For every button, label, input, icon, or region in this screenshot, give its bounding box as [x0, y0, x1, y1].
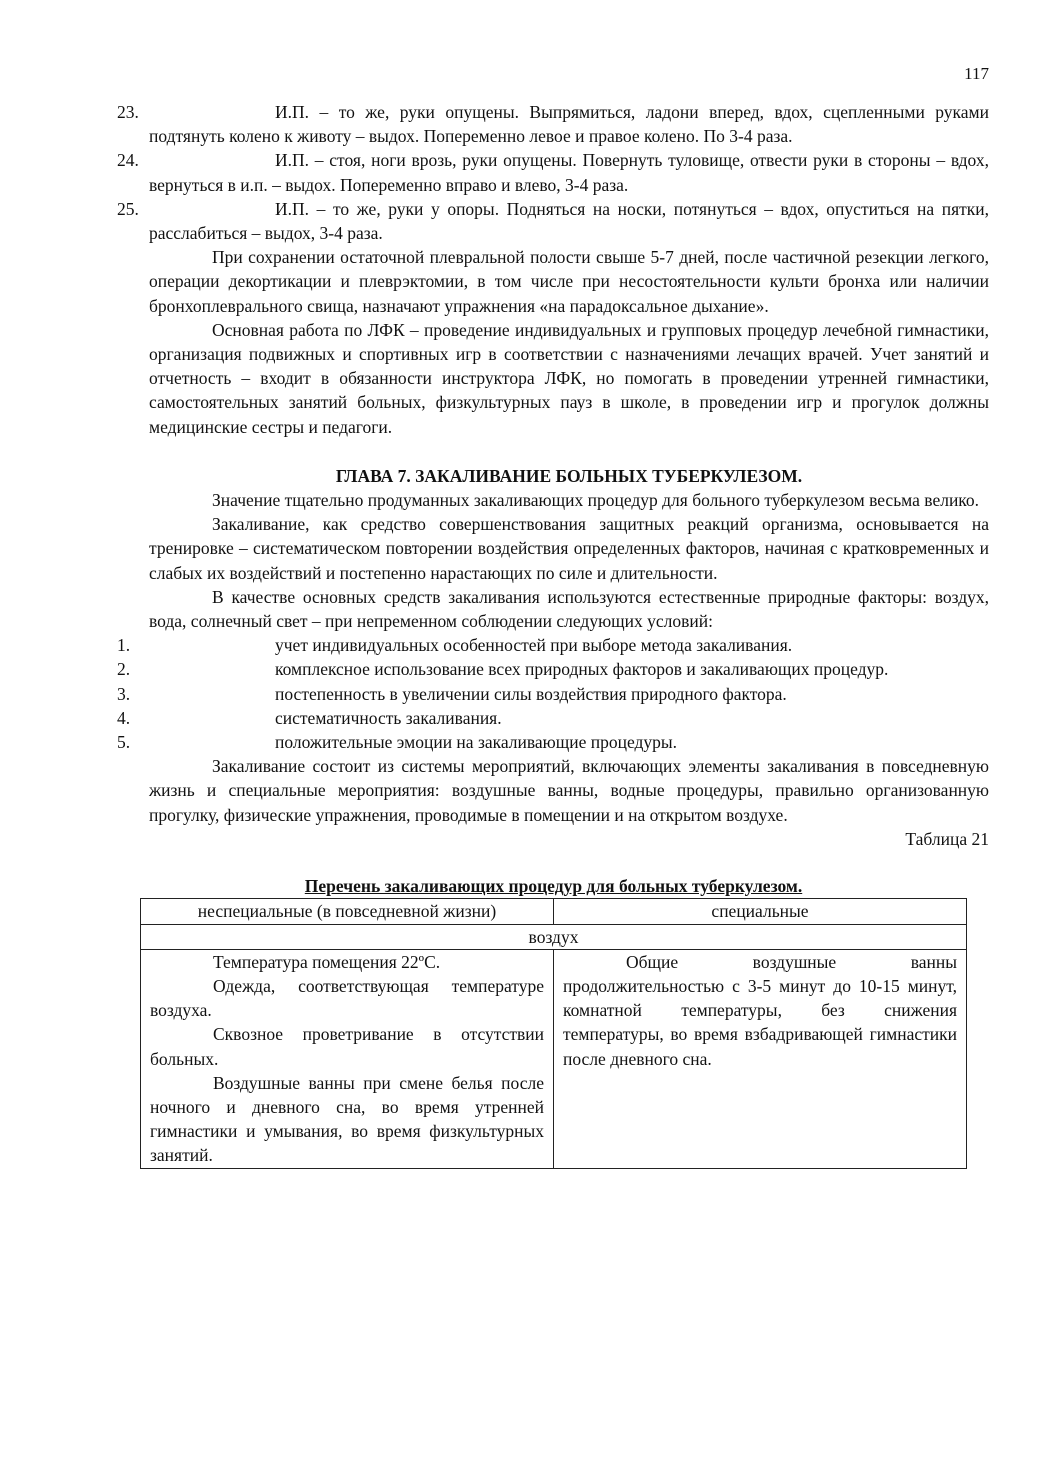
table-header: неспециальные (в повседневной жизни) [141, 899, 554, 924]
exercise-text-cont: на пятки, расслабиться – выдох, 3-4 раза. [149, 198, 990, 244]
chapter-title: ГЛАВА 7. ЗАКАЛИВАНИЕ БОЛЬНЫХ ТУБЕРКУЛЕЗОМ. [335, 465, 803, 486]
condition-item [117, 682, 989, 706]
procedures-table [140, 898, 967, 1168]
item-number: 2. [117, 659, 131, 680]
condition-text-cont: процедур. [813, 659, 889, 680]
paragraph: Значение тщательно продуманных закаливающих процедур для больного туберкулезом весьма велико. [212, 490, 980, 511]
page-number: 117 [964, 64, 989, 83]
cell-paragraph: Температура помещения 22ºС. [213, 951, 441, 972]
exercise-text-cont: стороны – вдох, вернуться в и.п. – выдох. Попеременно вправо и влево, 3-4 раза. [149, 150, 989, 195]
condition-text: учет индивидуальных особенностей при выборе метода закаливания. [275, 635, 793, 656]
table-section-label: воздух [141, 924, 967, 949]
exercise-text: И.П. – то же, руки у опоры. Подняться на носки, потянуться – вдох, опуститься [275, 198, 910, 219]
item-number: 3. [117, 683, 131, 704]
item-number: 25. [117, 198, 139, 219]
table-title: Перечень закаливающих процедур для больных туберкулезом. [304, 876, 803, 897]
item-number: 1. [117, 635, 131, 656]
paragraph: Закаливание состоит из системы мероприятий, включающих элементы закаливания в повседневную жизнь и специальные мероприятия: воздушные ванны, водные процедуры, правильно организованную прогулку, физические упражнения, проводимые в помещении и на открытом воздухе. [149, 756, 989, 825]
condition-item [117, 657, 989, 681]
paragraph: В качестве основных средств закаливания используются естественные природные факторы: воздух, вода, солнечный свет – при непременном соблюдении следующих условий: [149, 586, 989, 632]
condition-text: комплексное использование всех природных факторов и закаливающих [275, 659, 810, 680]
condition-text: положительные эмоции на закаливающие процедуры. [275, 732, 678, 753]
table-section-row [141, 924, 967, 949]
item-number: 4. [117, 707, 131, 728]
table-cell-left [141, 949, 554, 1168]
cell-paragraph: Общие воздушные ванны продолжительностью с 3-5 минут до 10-15 минут, комнатной температуры, без снижения температуры, во время взбадривающей гимнастики после дневного сна. [563, 951, 957, 1069]
table-row [141, 949, 967, 1168]
cell-paragraph: Одежда, соответствующая температуре воздуха. [150, 975, 544, 1021]
item-number: 24. [117, 150, 139, 171]
condition-item [117, 633, 989, 657]
item-number: 23. [117, 102, 139, 122]
table-header-row [141, 899, 967, 924]
exercise-item [117, 100, 989, 148]
condition-text: постепенность в увеличении силы воздействия природного фактора. [275, 683, 787, 704]
exercise-text: И.П. – то же, руки опущены. Выпрямиться, ладони вперед, вдох, сцепленными [275, 102, 925, 122]
table-header: специальные [554, 899, 967, 924]
table-cell-right [554, 949, 967, 1168]
table-number: Таблица 21 [905, 828, 989, 849]
condition-item [117, 706, 989, 730]
cell-paragraph: Воздушные ванны при смене белья после ночного и дневного сна, во время утренней гимнастики и умывания, во время физкультурных занятий. [150, 1072, 544, 1166]
paragraph: Закаливание, как средство совершенствования защитных реакций организма, основывается на тренировке – систематическом повторении воздействия определенных факторов, начиная с кратковременных и слабых их воздействий и постепенно нарастающих по силе и длительности. [149, 514, 989, 583]
exercise-text-cont: руками подтянуть колено к животу – выдох. Попеременно левое и правое колено. По 3-4 раза. [149, 102, 989, 147]
condition-item [117, 730, 989, 754]
item-number: 5. [117, 732, 131, 753]
exercise-item [117, 148, 989, 196]
exercise-text: И.П. – стоя, ноги врозь, руки опущены. Повернуть туловище, отвести руки в [275, 150, 863, 171]
page-content [0, 100, 1039, 1169]
paragraph: При сохранении остаточной плевральной полости свыше 5-7 дней, после частичной резекции легкого, операции декортикации и плеврэктомии, в том числе при несостоятельности культи бронха или наличии бронхоплеврального свища, назначают упражнения «на парадоксальное дыхание». [149, 247, 989, 316]
cell-paragraph: Сквозное проветривание в отсутствии больных. [150, 1024, 544, 1069]
exercise-item [117, 197, 990, 245]
paragraph: Основная работа по ЛФК – проведение индивидуальных и групповых процедур лечебной гимнастики, организация подвижных и спортивных игр в соответствии с назначениями лечащих врачей. Учет занятий и отчетность – входит в обязанности инструктора ЛФК, но помогать в проведении утренней гимнастики, самостоятельных занятий больных, физкультурных пауз в школе, в проведении игр и прогулок должны медицинские сестры и педагоги. [149, 319, 989, 437]
condition-text: систематичность закаливания. [275, 707, 502, 728]
